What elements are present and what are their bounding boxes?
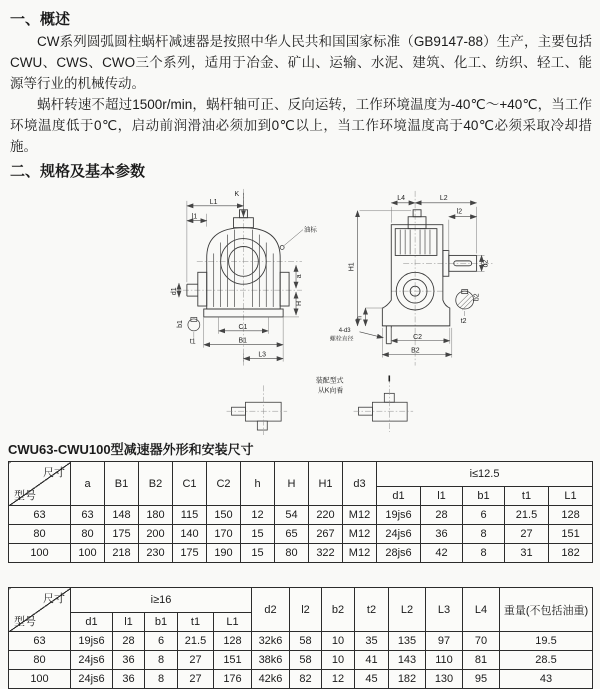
data-cell: 100 (71, 544, 105, 563)
corner-cell (9, 462, 71, 506)
data-cell: 35 (355, 632, 389, 651)
output-shaft-section (456, 290, 474, 310)
subheader-cell: L1 (549, 487, 593, 506)
data-cell: 148 (105, 506, 139, 525)
data-cell: 97 (426, 632, 463, 651)
label-L3: L3 (258, 351, 267, 359)
model-cell: 63 (9, 506, 71, 525)
data-cell: 180 (139, 506, 173, 525)
label-bolt-count: 4-d3 (338, 327, 351, 334)
label-H1: H1 (348, 262, 356, 272)
data-cell: 176 (214, 670, 252, 689)
assembly-note (316, 375, 344, 394)
header-cell: B2 (139, 462, 173, 506)
data-cell: 80 (71, 525, 105, 544)
label-B2: B2 (411, 347, 420, 355)
data-cell: M12 (343, 525, 377, 544)
data-cell: 12 (322, 670, 355, 689)
data-cell: 15 (241, 544, 275, 563)
table-row (9, 525, 593, 544)
subheader-cell: t1 (178, 613, 214, 632)
data-cell: 36 (421, 525, 463, 544)
data-cell: 175 (173, 544, 207, 563)
data-cell: 182 (549, 544, 593, 563)
data-cell: 19.5 (500, 632, 593, 651)
data-cell: 41 (355, 651, 389, 670)
data-cell: 6 (463, 506, 505, 525)
label-t1: t1 (189, 338, 196, 346)
table-row (9, 651, 593, 670)
model-cell: 80 (9, 651, 71, 670)
assembly-view-right (354, 375, 414, 432)
data-cell: 182 (389, 670, 426, 689)
data-cell: 42k6 (252, 670, 290, 689)
front-view-outline (187, 210, 289, 317)
table-row (9, 632, 593, 651)
data-cell: 32k6 (252, 632, 290, 651)
data-cell: 19js6 (377, 506, 421, 525)
data-cell: 190 (207, 544, 241, 563)
header-cell: d3 (343, 462, 377, 506)
data-cell: 82 (290, 670, 322, 689)
data-cell: 58 (290, 632, 322, 651)
label-h: h (356, 316, 364, 320)
assembly-note-line1: 装配型式 (315, 377, 344, 385)
overview-paragraph-2: 蜗杆转速不超过1500r/min，蜗杆轴可正、反向运转，工作环境温度为-40℃～+40℃，当工作环境温度低于0℃，启动前润滑油必须加到0℃以上，当工作环境温度高于40℃必须采取冷却措施。 (10, 97, 592, 154)
model-cell: 80 (9, 525, 71, 544)
corner-label-model: 型号 (14, 490, 36, 502)
data-cell: 150 (207, 506, 241, 525)
side-view-labels (330, 195, 490, 355)
side-view-centerlines (391, 191, 492, 366)
data-cell: 128 (214, 632, 252, 651)
data-cell: 143 (389, 651, 426, 670)
label-K: K (234, 190, 240, 198)
data-cell: 27 (505, 525, 549, 544)
side-view-extension-lines (360, 207, 485, 358)
label-l2: l2 (456, 208, 463, 216)
data-cell: 10 (322, 632, 355, 651)
data-cell: 28 (113, 632, 145, 651)
technical-drawing (8, 183, 592, 435)
data-cell: 151 (214, 651, 252, 670)
label-b2: b2 (473, 293, 481, 302)
table-row (9, 506, 593, 525)
table-row (9, 544, 593, 563)
assembly-note-line2: 从K向看 (317, 387, 344, 395)
label-d2: d2 (482, 259, 490, 268)
subheader-cell: b1 (463, 487, 505, 506)
assembly-view-left (227, 385, 288, 435)
label-C2: C2 (413, 333, 422, 341)
corner-cell (9, 588, 71, 632)
label-L1: L1 (209, 198, 218, 206)
label-a: a (295, 274, 303, 279)
group-header-cell: i≥16 (71, 588, 252, 613)
table-header-row (9, 588, 593, 613)
data-cell: 54 (275, 506, 309, 525)
data-cell: 130 (426, 670, 463, 689)
table-row (9, 670, 593, 689)
data-cell: 10 (322, 651, 355, 670)
data-cell: 42 (421, 544, 463, 563)
data-cell: 45 (355, 670, 389, 689)
model-cell: 100 (9, 544, 71, 563)
data-cell: 12 (241, 506, 275, 525)
data-cell: 70 (463, 632, 500, 651)
data-cell: 151 (549, 525, 593, 544)
data-cell: 135 (389, 632, 426, 651)
data-cell: 8 (463, 525, 505, 544)
data-cell: 28js6 (377, 544, 421, 563)
specs-heading: 二、规格及基本参数 (10, 163, 146, 180)
data-cell: 8 (145, 651, 178, 670)
subheader-cell: l1 (421, 487, 463, 506)
label-t2: t2 (460, 317, 467, 325)
data-cell: 31 (505, 544, 549, 563)
subheader-cell: d1 (71, 613, 113, 632)
data-cell: 28 (421, 506, 463, 525)
subheader-cell: b1 (145, 613, 178, 632)
data-cell: 27 (178, 670, 214, 689)
data-cell: 200 (139, 525, 173, 544)
data-cell: 19js6 (71, 632, 113, 651)
header-cell: l2 (290, 588, 322, 632)
data-cell: 81 (463, 651, 500, 670)
header-cell: a (71, 462, 105, 506)
data-cell: 8 (463, 544, 505, 563)
header-cell-weight: 重量(不包括油重) (500, 588, 593, 632)
data-cell: 21.5 (505, 506, 549, 525)
catalog-page (0, 8, 600, 685)
data-cell: M12 (343, 506, 377, 525)
side-view-dimensions (358, 203, 482, 355)
header-cell: d2 (252, 588, 290, 632)
dimension-table-i-ge-16 (8, 587, 593, 689)
data-cell: 110 (426, 651, 463, 670)
data-cell: 322 (309, 544, 343, 563)
header-cell: C2 (207, 462, 241, 506)
data-cell: 95 (463, 670, 500, 689)
dimension-table-i-le-12-5 (8, 461, 593, 563)
data-cell: 230 (139, 544, 173, 563)
reducer-drawing-svg (8, 183, 592, 435)
data-cell: 24js6 (377, 525, 421, 544)
corner-label-size: 尺寸 (43, 593, 65, 605)
header-cell: L2 (389, 588, 426, 632)
label-B1: B1 (238, 337, 247, 345)
header-cell: L3 (426, 588, 463, 632)
label-H: H (295, 301, 303, 307)
oil-gauge (280, 225, 317, 250)
data-cell: 63 (71, 506, 105, 525)
data-cell: 175 (105, 525, 139, 544)
data-cell: 24js6 (71, 670, 113, 689)
subheader-cell: d1 (377, 487, 421, 506)
header-cell: C1 (173, 462, 207, 506)
data-cell: 170 (207, 525, 241, 544)
model-cell: 100 (9, 670, 71, 689)
data-cell: 24js6 (71, 651, 113, 670)
label-C1: C1 (238, 323, 248, 331)
data-cell: 38k6 (252, 651, 290, 670)
header-cell: H (275, 462, 309, 506)
overview-heading: 一、概述 (10, 11, 71, 28)
overview-paragraph-1: CW系列圆弧圆柱蜗杆减速器是按照中华人民共和国国家标准（GB9147-88）生产，主要包括CWU、CWS、CWO三个系列，适用于冶金、矿山、运输、水泥、建筑、化工、纺织、轻工、能源等行业的机械传动。 (10, 34, 592, 91)
data-cell: 27 (178, 651, 214, 670)
label-bolt-diameter: 螺栓直径 (329, 336, 354, 343)
data-cell: 28.5 (500, 651, 593, 670)
data-cell: 36 (113, 651, 145, 670)
data-cell: 218 (105, 544, 139, 563)
subheader-cell: L1 (214, 613, 252, 632)
data-cell: 220 (309, 506, 343, 525)
data-cell: 43 (500, 670, 593, 689)
data-cell: 8 (145, 670, 178, 689)
header-cell: h (241, 462, 275, 506)
data-cell: 267 (309, 525, 343, 544)
data-cell: 6 (145, 632, 178, 651)
label-L4: L4 (397, 194, 405, 202)
header-cell: H1 (309, 462, 343, 506)
label-l1: l1 (191, 213, 198, 221)
data-cell: 140 (173, 525, 207, 544)
label-d1: d1 (170, 287, 178, 296)
data-cell: M12 (343, 544, 377, 563)
corner-label-size: 尺寸 (43, 467, 65, 479)
data-cell: 65 (275, 525, 309, 544)
header-cell: b2 (322, 588, 355, 632)
subheader-cell: t1 (505, 487, 549, 506)
label-L2: L2 (439, 194, 448, 202)
data-cell: 128 (549, 506, 593, 525)
model-cell: 63 (9, 632, 71, 651)
table-header-row (9, 462, 593, 487)
group-header-cell: i≤12.5 (377, 462, 593, 487)
header-cell: B1 (105, 462, 139, 506)
corner-label-model: 型号 (14, 616, 36, 628)
data-cell: 36 (113, 670, 145, 689)
data-cell: 21.5 (178, 632, 214, 651)
data-cell: 80 (275, 544, 309, 563)
header-cell: t2 (355, 588, 389, 632)
table-title: CWU63-CWU100型减速器外形和安装尺寸 (8, 442, 254, 457)
subheader-cell: l1 (113, 613, 145, 632)
worm-shaft-section-detail (188, 317, 200, 337)
label-b1: b1 (176, 320, 184, 328)
header-cell: L4 (463, 588, 500, 632)
data-cell: 15 (241, 525, 275, 544)
data-cell: 115 (173, 506, 207, 525)
oil-gauge-label: 油标 (303, 226, 317, 234)
data-cell: 58 (290, 651, 322, 670)
